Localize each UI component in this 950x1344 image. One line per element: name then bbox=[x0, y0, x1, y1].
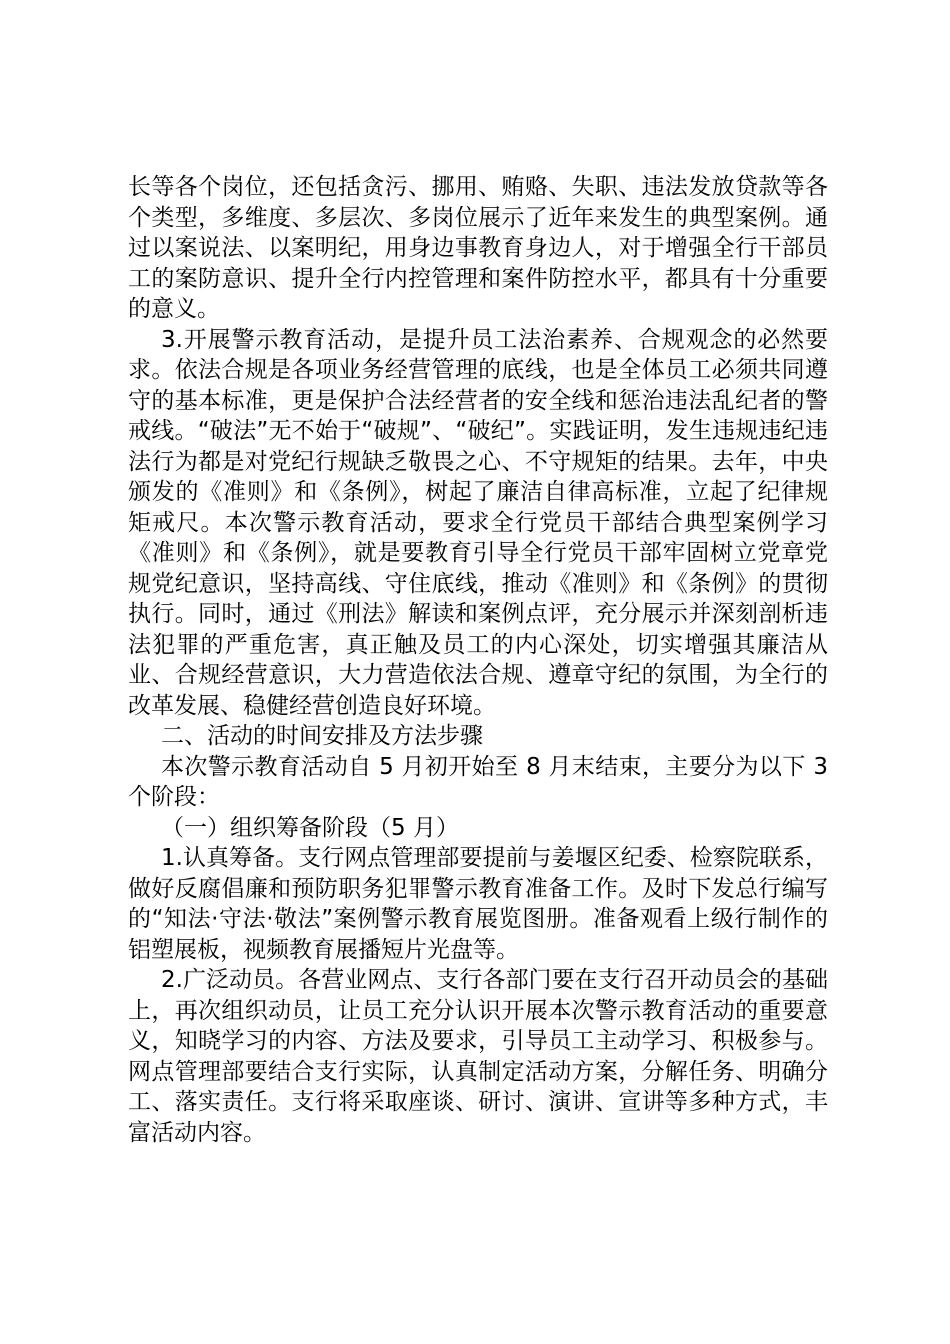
paragraph-6: 1.认真筹备。支行网点管理部要提前与姜堰区纪委、检察院联系，做好反腐倡廉和预防职务犯罪警示教育准备工作。及时下发总行编写的“知法·守法·敬法”案例警示教育展览图册。准备观看上级行制作的铝塑展板，视频教育展播短片光盘等。 bbox=[128, 845, 828, 963]
subsection-heading-1: （一）组织筹备阶段（5 月） bbox=[161, 814, 459, 841]
document-page bbox=[128, 172, 828, 1148]
paragraph-1: 长等各个岗位，还包括贪污、挪用、贿赂、失职、违法发放贷款等各个类型，多维度、多层次、多岗位展示了近年来发生的典型案例。通过以案说法、以案明纪，用身边事教育身边人，对于增强全行干部员工的案防意识、提升全行内控管理和案件防控水平，都具有十分重要的意义。 bbox=[128, 174, 828, 322]
section-heading-2: 二、活动的时间安排及方法步骤 bbox=[161, 723, 483, 749]
paragraph-2: 3.开展警示教育活动，是提升员工法治素养、合规观念的必然要求。依法合规是各项业务经营管理的底线，也是全体员工必须共同遵守的基本标准，更是保护合法经营者的安全线和惩治违法乱纪者的警戒线。“破法”无不始于“破规”、“破纪”。实践证明，发生违规违纪违法行为都是对党纪行规缺乏敬畏之心、不守规矩的结果。去年，中央颁发的《准则》和《条例》，树起了廉洁自律高标准，立起了纪律规矩戒尺。本次警示教育活动，要求全行党员干部结合典型案例学习《准则》和《条例》，就是要教育引导全行党员干部牢固树立党章党规党纪意识，坚持高线、守住底线，推动《准则》和《条例》的贯彻执行。同时，通过《刑法》解读和案例点评，充分展示并深刻剖析违法犯罪的严重危害，真正触及员工的内心深处，切实增强其廉洁从业、合规经营意识，大力营造依法合规、遵章守纪的氛围，为全行的改革发展、稳健经营创造良好环境。 bbox=[128, 326, 828, 719]
paragraph-7: 2.广泛动员。各营业网点、支行各部门要在支行召开动员会的基础上，再次组织动员，让员工充分认识开展本次警示教育活动的重要意义，知晓学习的内容、方法及要求，引导员工主动学习、积极参与。网点管理部要结合支行实际，认真制定活动方案，分解任务、明确分工、落实责任。支行将采取座谈、研讨、演讲、宣讲等多种方式，丰富活动内容。 bbox=[128, 967, 828, 1146]
paragraph-4: 本次警示教育活动自 5 月初开始至 8 月末结束，主要分为以下 3 个阶段： bbox=[128, 753, 828, 810]
